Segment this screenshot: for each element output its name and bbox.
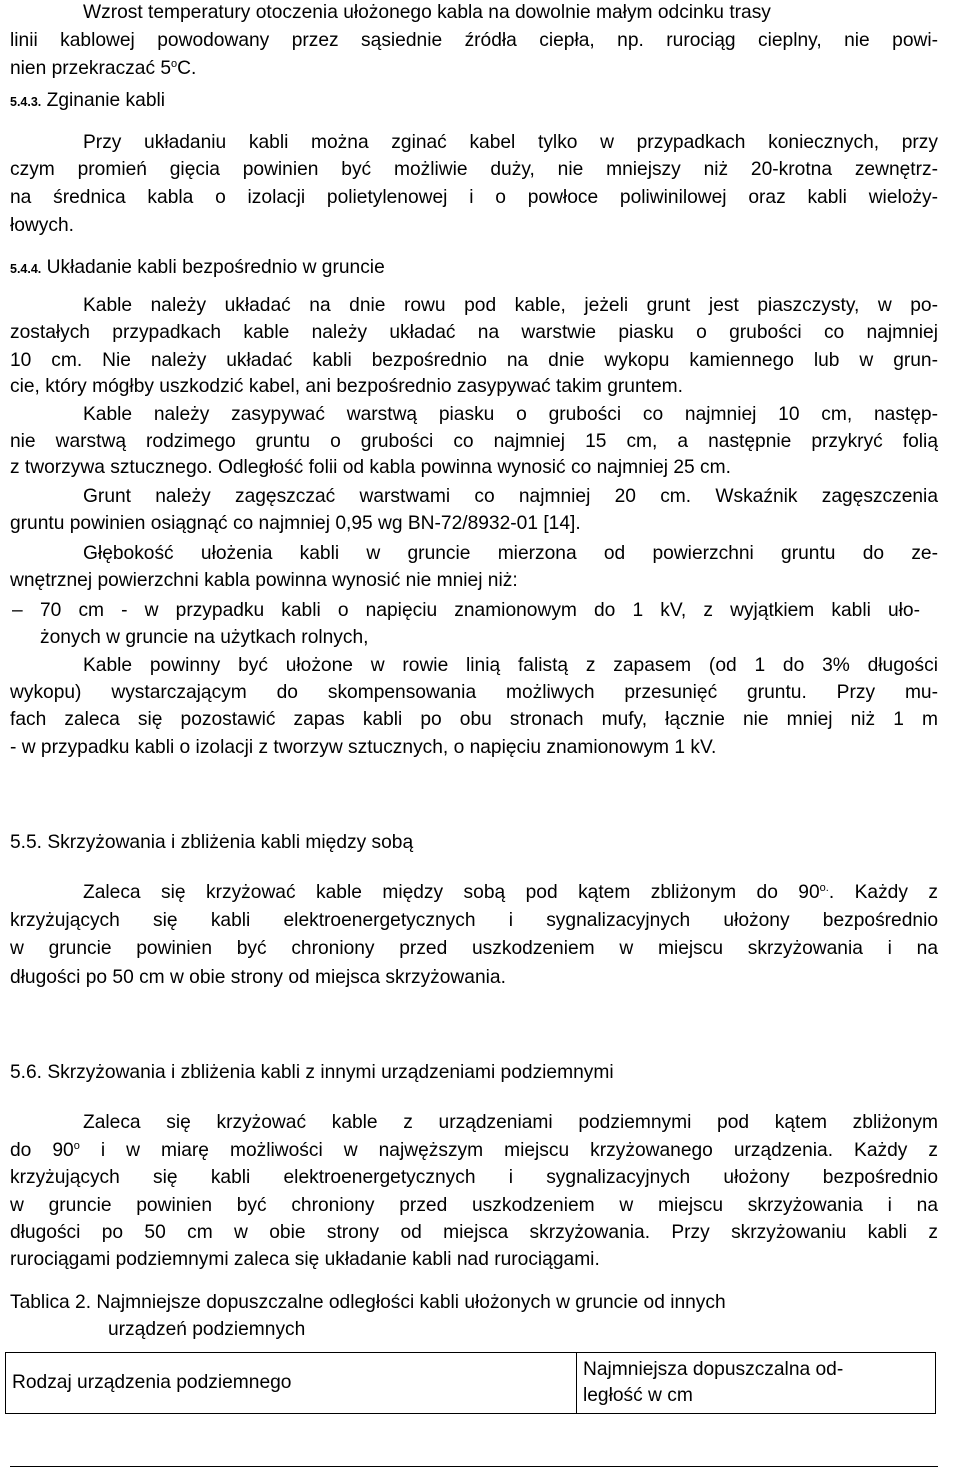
text-line: w gruncie powinien być chroniony przed uszkodzeniem w miejscu skrzyżowania i na — [10, 938, 938, 959]
text-line: krzyżujących się kabli elektroenergetycznych i sygnalizacyjnych ułożony bezpośrednio — [10, 1167, 938, 1188]
text-line: czym promień gięcia powinien być możliwie duży, nie mniejszy niż 20-krotna zewnętrz- — [10, 159, 938, 180]
text-line: na średnica kabla o izolacji polietylenowej i o powłoce poliwinilowej oraz kabli wieloży- — [10, 187, 938, 208]
text-line: linii kablowej powodowany przez sąsiednie źródła ciepła, np. rurociąg cieplny, nie powi- — [10, 30, 938, 51]
table-header-cell: Najmniejsza dopuszczalna od- ległość w cm — [577, 1353, 936, 1414]
text-line: z tworzywa sztucznego. Odległość folii od kabla powinna wynosić co najmniej 25 cm. — [10, 457, 731, 478]
text-line: Kable należy zasypywać warstwą piasku o grubości co najmniej 10 cm, następ- — [83, 404, 938, 425]
table-caption: Tablica 2. Najmniejsze dopuszczalne odległości kabli ułożonych w gruncie od innych — [10, 1292, 726, 1313]
text-line: rurociągami podziemnymi zaleca się układanie kabli nad rurociągami. — [10, 1249, 600, 1270]
text-line: nien przekraczać 5$^o$C. — [10, 58, 197, 79]
text-line: długości po 50 cm w obie strony od miejsca skrzyżowania. Przy skrzyżowaniu kabli z — [10, 1222, 938, 1243]
text-line: łowych. — [10, 215, 74, 236]
text-line — [10, 0, 771, 26]
text-line: Głębokość ułożenia kabli w gruncie mierzona od powierzchni gruntu do ze- — [83, 543, 938, 564]
text-line: wnętrznej powierzchni kabla powinna wynosić nie mniej niż: — [10, 570, 518, 591]
text-line: zostałych przypadkach kable należy układać na warstwie piasku o grubości co najmniej — [10, 322, 938, 343]
text-line: wykopu) wystarczającym do skompensowania możliwych przesunięć gruntu. Przy mu- — [10, 682, 938, 703]
text-line: Zaleca się krzyżować kable między sobą pod kątem zbliżonym do $90^{o.}$. Każdy z — [83, 882, 938, 903]
text-line: gruntu powinien osiągnąć co najmniej 0,95 wg BN-72/8932-01 [14]. — [10, 513, 581, 534]
text-line: Kable należy układać na dnie rowu pod kable, jeżeli grunt jest piaszczysty, w po- — [83, 295, 938, 316]
bullet-item-text: 70 cm - w przypadku kabli o napięciu znamionowym do 1 kV, z wyjątkiem kabli uło- — [40, 600, 920, 621]
table-header-row — [6, 1353, 936, 1414]
section-heading-5-6: 5.6. Skrzyżowania i zbliżenia kabli z innymi urządzeniami podziemnymi — [10, 1062, 614, 1083]
text-line: 10 cm. Nie należy układać kabli bezpośrednio na dnie wykopu kamiennego lub w grun- — [10, 350, 938, 371]
table-caption-continued: urządzeń podziemnych — [108, 1319, 306, 1340]
text-line: długości po 50 cm w obie strony od miejsca skrzyżowania. — [10, 967, 506, 988]
text-line: Grunt należy zagęszczać warstwami co najmniej 20 cm. Wskaźnik zagęszczenia — [83, 486, 938, 507]
section-heading-5-5: 5.5. Skrzyżowania i zbliżenia kabli między sobą — [10, 832, 414, 853]
text-line: krzyżujących się kabli elektroenergetycznych i sygnalizacyjnych ułożony bezpośrednio — [10, 910, 938, 931]
page-bottom-rule — [10, 1466, 938, 1467]
text-line: - w przypadku kabli o izolacji z tworzyw sztucznych, o napięciu znamionowym 1 kV. — [10, 737, 717, 758]
section-heading-5-4-4: 5.4.4. Układanie kabli bezpośrednio w gruncie — [10, 257, 385, 278]
text-line: Przy układaniu kabli można zginać kabel tylko w przypadkach koniecznych, przy — [83, 132, 938, 153]
bullet-mark: – — [12, 600, 23, 621]
text-line: fach zaleca się pozostawić zapas kabli po obu stronach mufy, łącznie nie mniej niż 1 m — [10, 709, 938, 730]
text-line: Kable powinny być ułożone w rowie linią falistą z zapasem (od 1 do 3% długości — [83, 655, 938, 676]
table-header-cell: Rodzaj urządzenia podziemnego — [6, 1353, 577, 1414]
section-heading-5-4-3: 5.4.3. Zginanie kabli — [10, 90, 166, 111]
text-line: cie, który mógłby uszkodzić kabel, ani bezpośrednio zasypywać takim gruntem. — [10, 376, 683, 397]
distances-table — [5, 1352, 936, 1414]
bullet-item-text: żonych w gruncie na użytkach rolnych, — [40, 627, 369, 648]
text-line: w gruncie powinien być chroniony przed uszkodzeniem w miejscu skrzyżowania i na — [10, 1195, 938, 1216]
text-line: do 90$^o$ i w miarę możliwości w najwęższym miejscu krzyżowanego urządzenia. Każdy z — [10, 1140, 938, 1161]
line-text: Wzrost temperatury otoczenia ułożonego kabla na dowolnie małym odcinku trasy — [83, 2, 771, 23]
text-line: Zaleca się krzyżować kable z urządzeniami podziemnymi pod kątem zbliżonym — [83, 1112, 938, 1133]
text-line: nie warstwą rodzimego gruntu o grubości co najmniej 15 cm, a następnie przykryć folią — [10, 431, 938, 452]
